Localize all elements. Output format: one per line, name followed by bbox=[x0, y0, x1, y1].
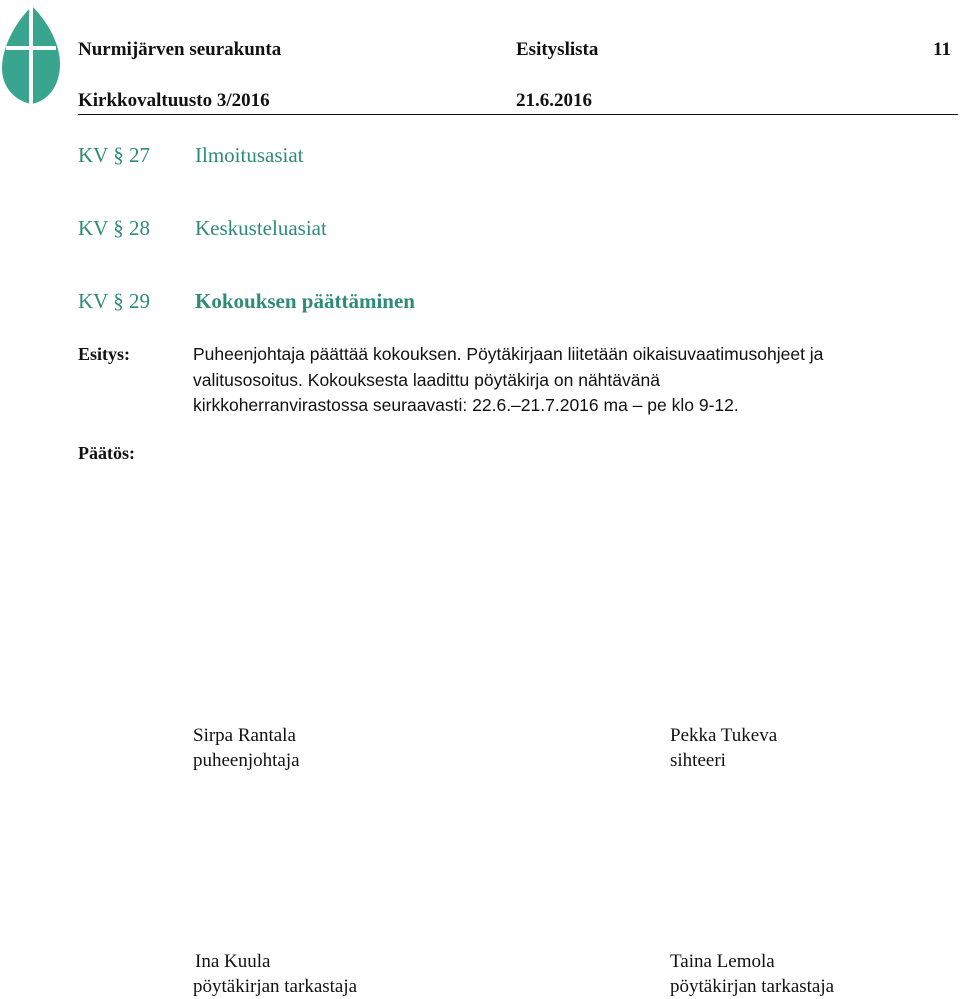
section-number: KV § 27 bbox=[78, 143, 150, 167]
section-title: Keskusteluasiat bbox=[195, 216, 327, 240]
section-number: KV § 29 bbox=[78, 289, 150, 313]
document-type: Esityslista bbox=[516, 39, 599, 60]
signature-secretary bbox=[670, 723, 777, 773]
meeting-date: 21.6.2016 bbox=[516, 90, 592, 111]
signature-examiner-1 bbox=[193, 949, 357, 999]
signer-role: pöytäkirjan tarkastaja bbox=[670, 976, 835, 997]
proposal-label: Esitys: bbox=[78, 344, 131, 364]
signer-name: Sirpa Rantala bbox=[193, 725, 296, 746]
signer-role: puheenjohtaja bbox=[193, 750, 300, 771]
page-number: 11 bbox=[933, 39, 951, 60]
proposal-line: kirkkoherranvirastossa seuraavasti: 22.6.–21.7.2016 ma – pe klo 9-12. bbox=[193, 395, 739, 415]
section-number: KV § 28 bbox=[78, 216, 150, 240]
leaf-cross-logo-icon bbox=[0, 2, 62, 107]
section-title: Kokouksen päättäminen bbox=[195, 289, 415, 313]
organization-name: Nurmijärven seurakunta bbox=[78, 39, 282, 60]
proposal-line: Puheenjohtaja päättää kokouksen. Pöytäkirjaan liitetään oikaisuvaatimusohjeet ja bbox=[193, 344, 824, 364]
header-divider bbox=[78, 114, 958, 115]
signer-role: pöytäkirjan tarkastaja bbox=[193, 976, 358, 997]
signer-role: sihteeri bbox=[670, 750, 726, 771]
signer-name: Ina Kuula bbox=[195, 951, 271, 972]
proposal-line: valitusosoitus. Kokouksesta laadittu pöytäkirja on nähtävänä bbox=[193, 369, 660, 390]
signer-name: Pekka Tukeva bbox=[670, 725, 778, 746]
signature-chair bbox=[193, 723, 300, 773]
decision-label: Päätös: bbox=[78, 443, 135, 463]
signer-name: Taina Lemola bbox=[670, 951, 775, 972]
meeting-body: Kirkkovaltuusto 3/2016 bbox=[78, 90, 270, 111]
signature-examiner-2 bbox=[670, 949, 834, 999]
proposal-text bbox=[193, 342, 933, 419]
section-title: Ilmoitusasiat bbox=[195, 143, 304, 167]
